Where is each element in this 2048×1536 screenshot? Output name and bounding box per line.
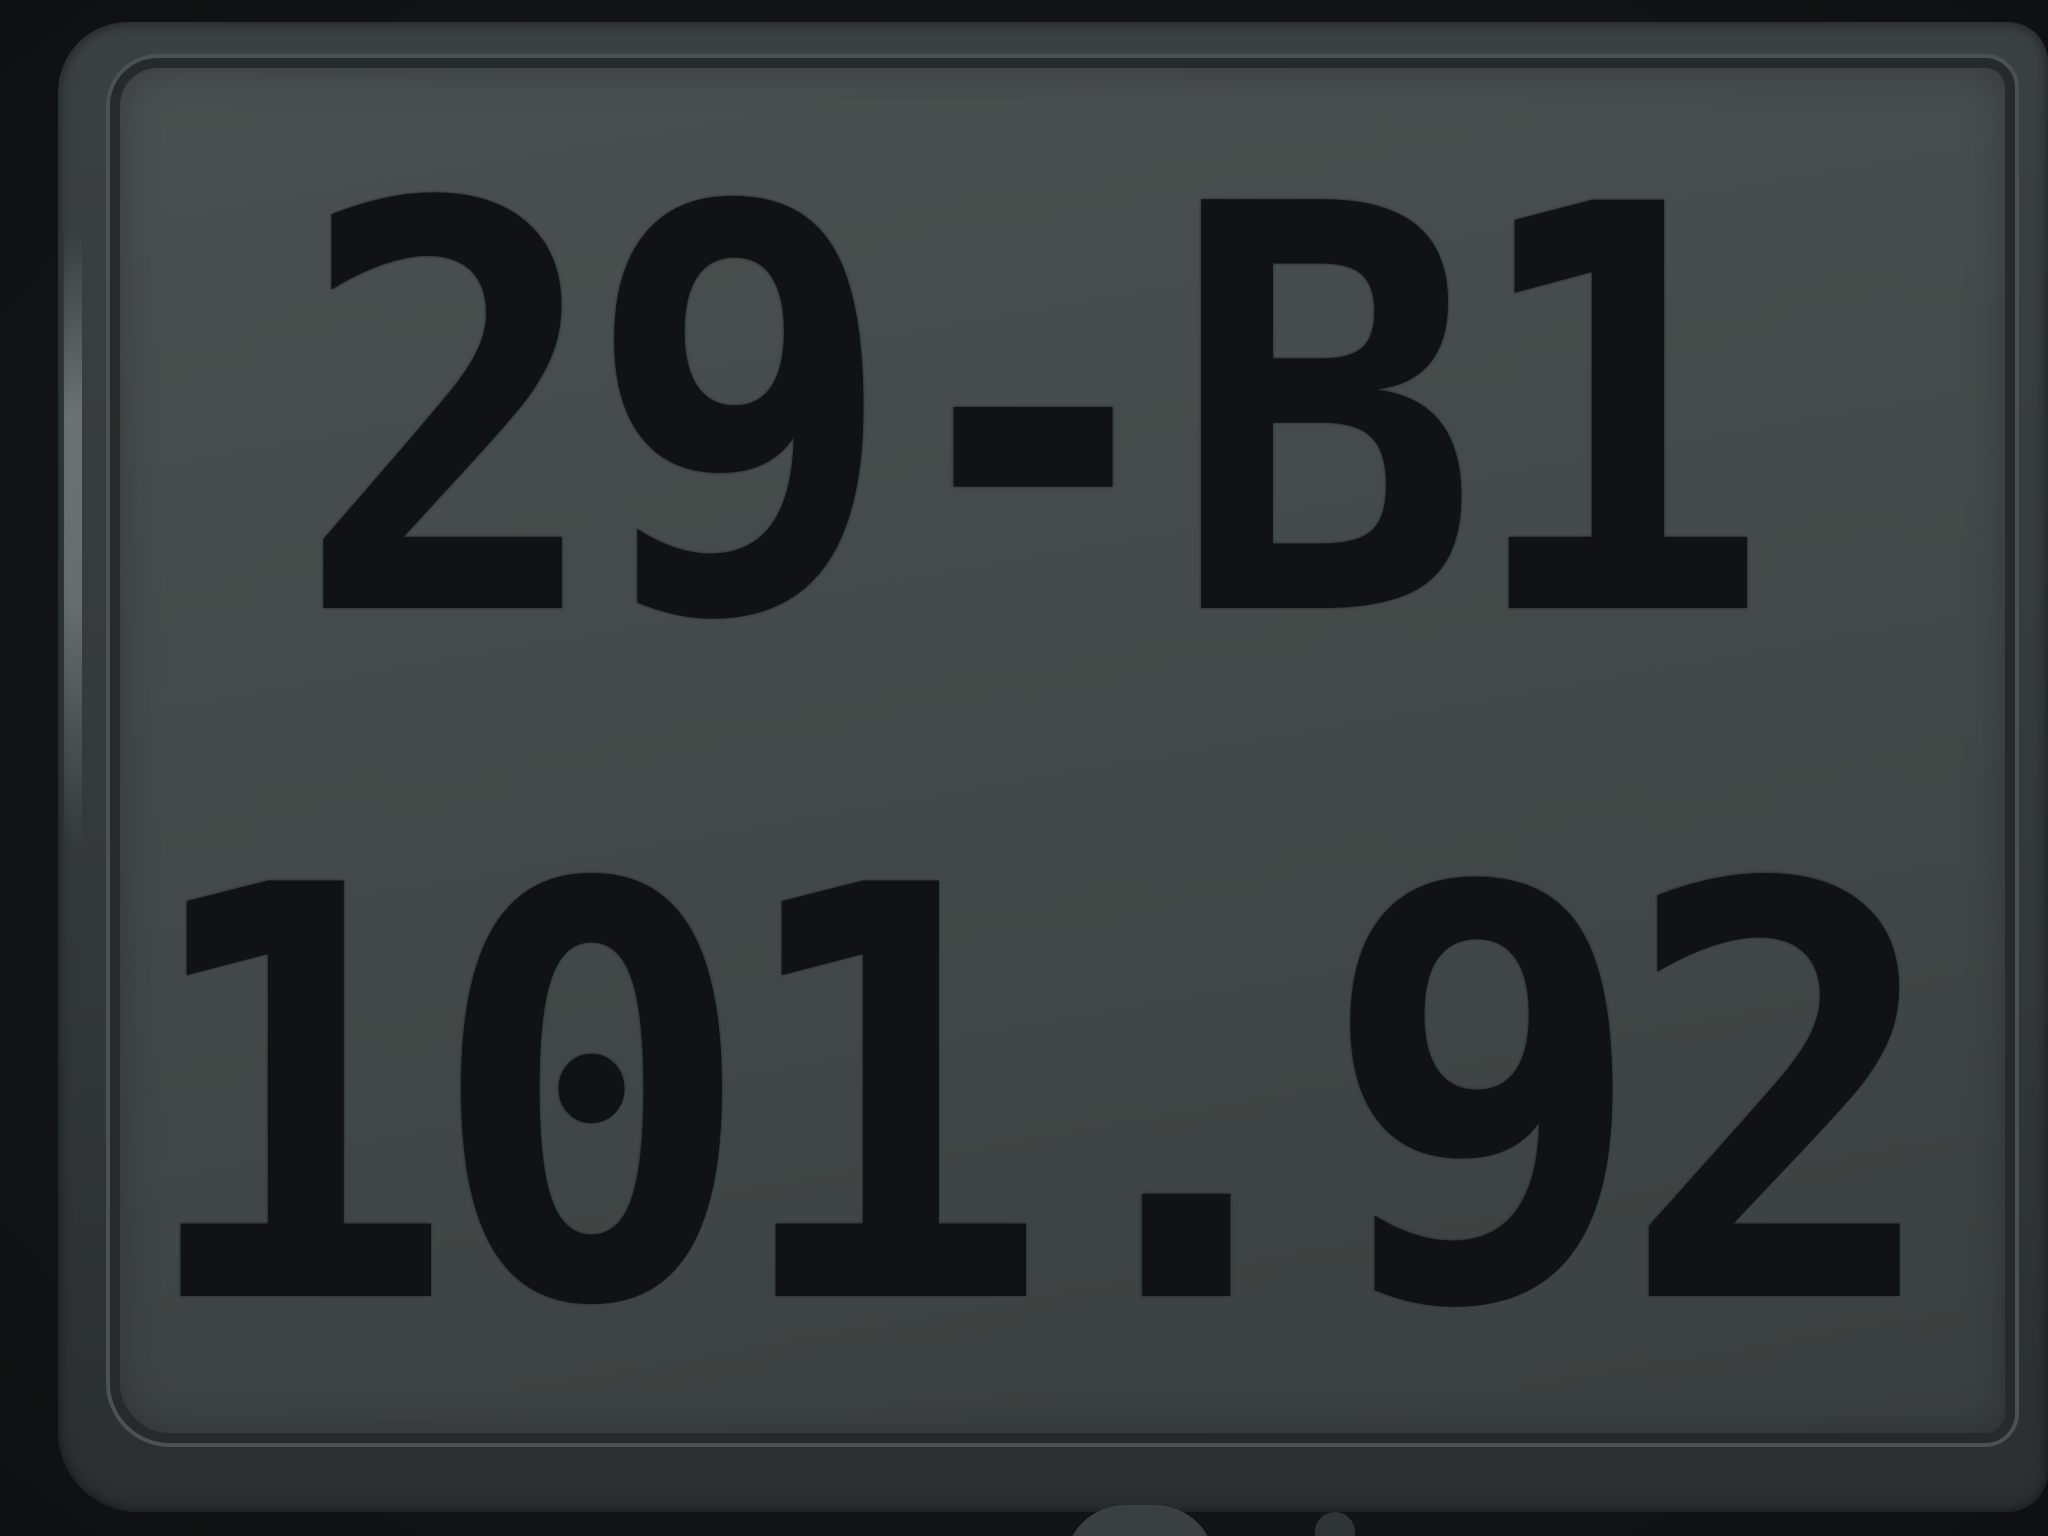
mounting-bolt-small	[1315, 1512, 1355, 1536]
plate-province-series: 29-B1	[294, 89, 1754, 741]
plate-line-bottom	[0, 768, 2048, 1431]
plate-number: 101.92	[131, 768, 1917, 1431]
plate-line-top	[0, 89, 2048, 741]
